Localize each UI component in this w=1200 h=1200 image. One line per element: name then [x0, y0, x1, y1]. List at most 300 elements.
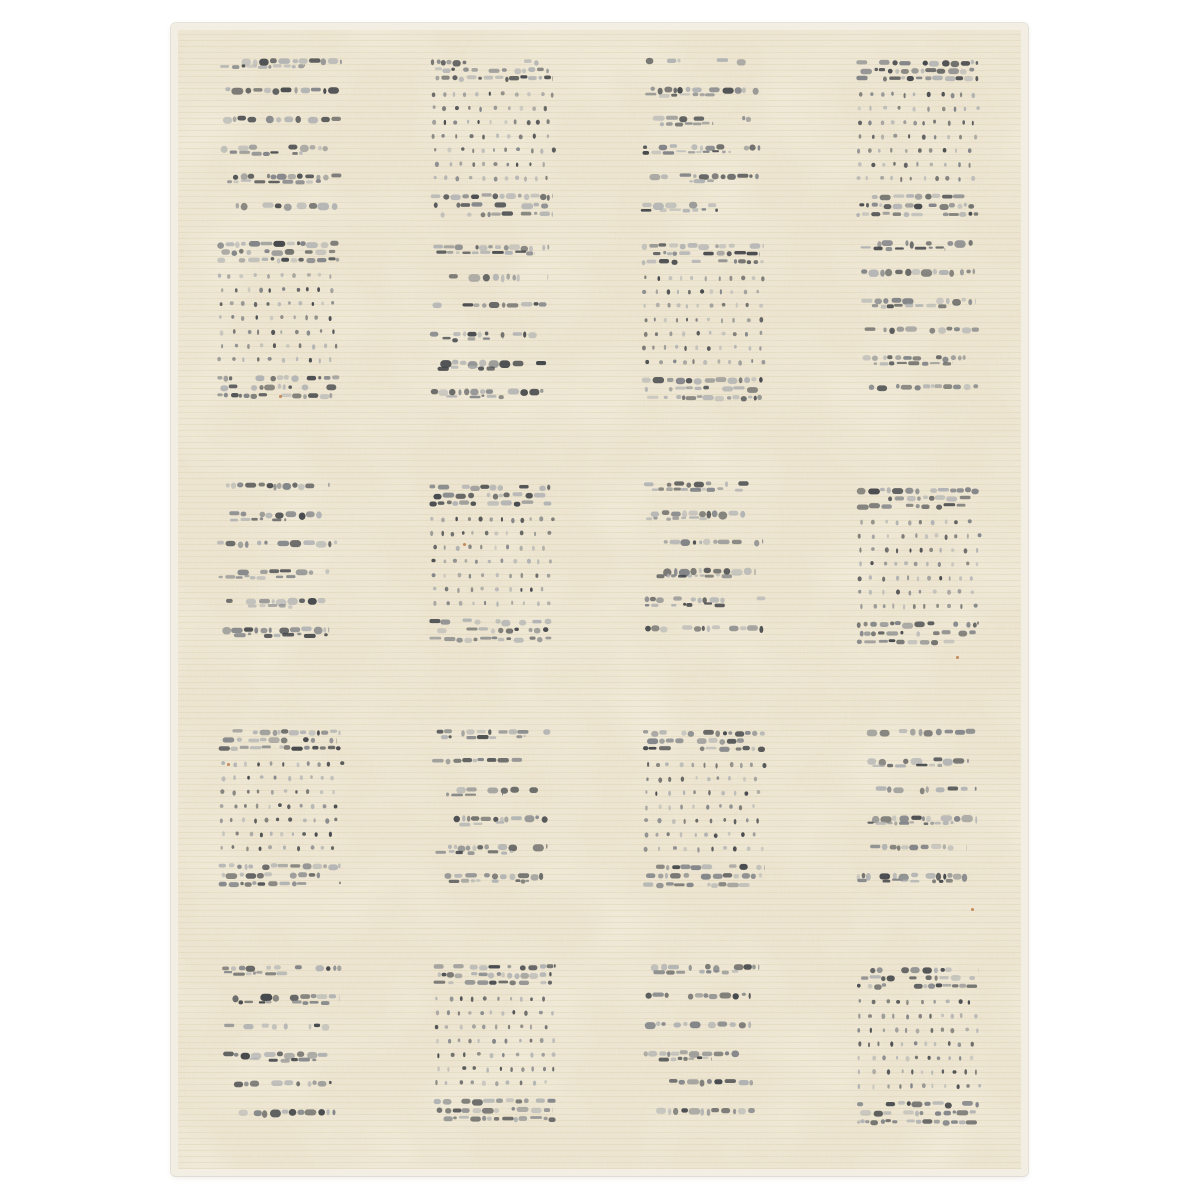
rug-stitch	[646, 777, 649, 781]
rug-stitch	[933, 120, 936, 124]
rug-stitch	[886, 1102, 895, 1106]
rug-stitch	[489, 485, 496, 491]
rug-stitch	[494, 532, 498, 536]
rug-stitch	[976, 548, 978, 553]
rug-stitch	[683, 209, 691, 213]
rug-stitch	[687, 1079, 699, 1084]
rug-stitch	[951, 61, 960, 67]
rug-stitch	[944, 503, 956, 506]
rug-stitch	[744, 964, 752, 970]
rug-stitch	[645, 790, 647, 794]
rug-stitch	[502, 211, 514, 215]
rug-stitch	[526, 880, 530, 882]
rug-stitch	[431, 559, 435, 563]
rug-stitch	[712, 173, 719, 179]
rug-stitch	[548, 981, 552, 985]
rug-stitch	[875, 68, 879, 71]
rug-stitch	[248, 174, 254, 179]
rug-stitch	[711, 847, 713, 852]
rug-stitch	[883, 355, 887, 360]
rug-stitch	[938, 304, 946, 308]
rug-stitch	[241, 316, 244, 321]
rug-stitch	[221, 288, 223, 292]
rug-stitch	[728, 151, 731, 153]
rug-stitch	[943, 759, 953, 766]
rug-stitch	[512, 758, 522, 762]
rug-stitch	[303, 737, 309, 742]
rug-stitch	[523, 735, 526, 737]
rug-stitch	[474, 303, 480, 307]
rug-stitch	[870, 1028, 872, 1033]
rug-stitch	[281, 738, 288, 744]
rug-stitch	[443, 92, 446, 97]
rug-stitch	[260, 833, 263, 838]
rug-stitch	[247, 790, 250, 794]
rug-stitch	[689, 202, 697, 209]
rug-stitch	[857, 879, 867, 882]
rug-stitch	[911, 873, 918, 878]
rug-stitch	[645, 93, 656, 96]
rug-stitch	[658, 874, 664, 879]
rug-stitch	[703, 386, 709, 390]
rug-stitch	[234, 1053, 238, 1057]
rug-stitch	[449, 850, 455, 853]
rug-stitch	[453, 559, 457, 563]
rug-stitch	[240, 873, 244, 877]
rug-stitch	[308, 598, 317, 605]
rug-stitch	[737, 738, 744, 743]
rug-stitch	[935, 176, 939, 181]
rug-stitch	[540, 981, 546, 984]
rug-stitch	[867, 758, 876, 765]
rug-stitch	[642, 346, 646, 351]
rug-stitch	[315, 250, 326, 256]
rug-stitch	[939, 204, 948, 210]
rug-stitch	[429, 502, 436, 507]
rug-stitch	[441, 134, 444, 138]
rug-stitch	[749, 145, 755, 151]
rug-stitch	[246, 65, 257, 68]
rug-stitch	[220, 385, 228, 391]
rug-stitch	[515, 879, 520, 882]
rug-stitch	[462, 1066, 466, 1070]
rug-stitch	[977, 621, 979, 624]
rug-stitch	[309, 1024, 312, 1030]
rug-stitch	[315, 832, 318, 836]
rug-stitch	[917, 497, 921, 501]
rug-stitch	[453, 332, 461, 336]
rug-stitch	[229, 376, 232, 380]
rug-stitch	[967, 759, 969, 763]
rug-stitch	[931, 844, 942, 849]
rug-stitch	[288, 145, 297, 150]
rug-stitch	[933, 1000, 936, 1004]
rug-stitch	[462, 194, 469, 198]
rug-stitch	[929, 61, 939, 67]
rug-stitch	[909, 821, 914, 823]
rug-stitch	[954, 534, 957, 538]
rug-stitch	[909, 976, 916, 979]
rug-stitch	[695, 833, 697, 837]
rug-stitch	[467, 120, 469, 124]
rug-stitch	[533, 1081, 536, 1086]
rug-stitch	[668, 303, 671, 308]
rug-stitch	[712, 510, 718, 517]
rug-stitch	[534, 493, 546, 498]
rug-stitch	[971, 489, 978, 495]
rug-stitch	[672, 517, 679, 520]
rug-stitch	[229, 511, 239, 515]
rug-stitch	[521, 879, 526, 883]
rug-stitch	[282, 762, 284, 767]
rug-stitch	[293, 59, 299, 63]
rug-stitch	[674, 481, 684, 485]
rug-stitch	[260, 517, 264, 520]
rug-stitch	[759, 873, 762, 878]
rug-stitch	[758, 145, 761, 151]
rug-stitch	[477, 120, 479, 124]
rug-stitch	[658, 487, 664, 490]
rug-stitch	[506, 274, 510, 280]
rug-stitch	[958, 177, 960, 182]
rug-stitch	[701, 864, 712, 869]
rug-stitch	[292, 832, 294, 836]
rug-stitch	[497, 972, 501, 976]
rug-stitch	[461, 730, 465, 736]
rug-stitch	[684, 346, 687, 351]
rug-stitch	[899, 822, 909, 825]
rug-stitch	[958, 356, 962, 361]
rug-stitch	[430, 531, 433, 536]
rug-stitch	[254, 180, 265, 183]
rug-stitch	[976, 562, 979, 566]
rug-stitch	[457, 588, 460, 593]
rug-stitch	[895, 247, 904, 249]
rug-stitch	[969, 212, 973, 216]
rug-stitch	[502, 302, 506, 307]
rug-stitch	[689, 516, 699, 518]
rug-stitch	[527, 120, 531, 125]
rug-stitch	[951, 355, 956, 360]
rug-stitch	[501, 275, 505, 283]
rug-stitch	[880, 362, 889, 365]
rug-stitch	[976, 1028, 978, 1033]
rug-stitch	[882, 577, 885, 582]
rug-stitch	[531, 194, 540, 198]
rug-stitch	[978, 1084, 981, 1088]
rug-stitch	[700, 575, 705, 577]
rug-stitch	[941, 815, 953, 821]
rug-stitch	[734, 259, 737, 263]
rug-stitch	[453, 121, 457, 125]
rug-stitch	[297, 1110, 304, 1115]
rug-stitch	[672, 260, 678, 265]
rug-stitch	[869, 590, 873, 595]
rug-stitch	[249, 145, 257, 150]
rug-stitch	[715, 209, 718, 212]
rug-stitch	[659, 94, 670, 98]
rug-stitch	[703, 151, 710, 153]
rug-stitch	[741, 396, 747, 401]
rug-stitch	[652, 489, 659, 491]
rug-stitch	[478, 627, 488, 630]
rug-stitch	[304, 746, 310, 750]
rug-stitch	[479, 973, 488, 977]
rug-stitch	[734, 251, 746, 254]
rug-stitch	[340, 60, 342, 65]
rug-stitch	[244, 394, 250, 398]
rug-stitch	[280, 315, 283, 319]
rug-stitch	[905, 488, 913, 494]
rug-stitch	[964, 203, 967, 207]
rug-stitch	[312, 1059, 316, 1061]
rug-stitch	[683, 360, 687, 365]
rug-stitch	[513, 361, 524, 367]
rug-stitch	[966, 622, 970, 628]
rug-stitch	[241, 203, 248, 211]
rug-stitch	[882, 163, 885, 167]
rug-stitch	[706, 482, 712, 486]
rug-stitch	[887, 1084, 890, 1088]
rug-stitch	[231, 315, 234, 319]
rug-stitch	[936, 729, 942, 736]
rug-stitch	[486, 389, 493, 394]
rug-stitch	[667, 59, 676, 63]
rug-stitch	[230, 151, 237, 154]
rug-stitch	[501, 852, 507, 855]
rug-stitch	[674, 1023, 682, 1028]
rug-stitch	[671, 574, 676, 577]
rug-stitch	[745, 731, 751, 735]
rug-stitch	[241, 1053, 250, 1060]
rug-stitch	[320, 790, 324, 794]
rug-stitch	[533, 844, 544, 851]
rug-stitch	[876, 822, 887, 825]
rug-stitch	[887, 786, 892, 792]
rug-stitch	[487, 395, 497, 398]
rug-stitch	[747, 387, 758, 393]
rug-stitch	[922, 1083, 926, 1088]
rug-stitch	[516, 735, 522, 738]
rug-stitch	[540, 194, 547, 200]
rug-stitch	[706, 747, 717, 750]
rug-stitch	[488, 560, 492, 564]
rug-stitch	[734, 964, 744, 970]
rug-stitch	[299, 58, 308, 63]
rug-stitch	[651, 625, 659, 631]
rug-stitch	[926, 816, 931, 822]
rug-stitch	[914, 562, 918, 566]
rug-stitch	[264, 88, 271, 93]
rug-stitch	[471, 531, 473, 535]
rug-stitch	[944, 248, 945, 251]
rug-stitch	[232, 729, 242, 732]
rug-stitch	[232, 995, 238, 1002]
rug-stitch	[540, 964, 547, 968]
rug-stitch	[462, 531, 465, 535]
rug-stitch	[323, 804, 327, 808]
rug-stitch	[435, 1080, 437, 1085]
rug-stitch	[283, 384, 286, 390]
rug-stitch	[868, 148, 872, 153]
rug-stitch	[281, 88, 292, 93]
rug-stitch	[475, 245, 478, 249]
rug-stitch	[965, 1028, 969, 1032]
rug-stitch	[659, 804, 662, 809]
rug-stitch	[326, 384, 336, 390]
rug-stitch	[928, 984, 935, 989]
rug-stitch	[924, 730, 933, 736]
rug-stitch	[530, 1052, 533, 1057]
rug-stitch	[738, 259, 746, 263]
rug-stitch	[672, 865, 680, 869]
rug-stitch	[331, 301, 334, 305]
rug-stitch	[444, 637, 455, 641]
rug-stitch	[536, 361, 546, 365]
rug-stitch	[645, 805, 648, 810]
rug-stitch	[673, 846, 677, 850]
rug-stitch	[962, 327, 971, 333]
rug-stitch	[465, 873, 477, 877]
rug-stitch	[298, 872, 307, 877]
rug-stitch	[510, 1067, 513, 1072]
rug-stitch	[320, 329, 323, 333]
rug-stitch	[924, 176, 927, 181]
rug-stitch	[647, 396, 659, 399]
rug-stitch	[647, 738, 658, 744]
rug-stitch	[953, 758, 964, 763]
rug-stitch	[896, 640, 905, 645]
rug-stitch	[537, 559, 539, 564]
rug-stitch	[671, 94, 677, 97]
rug-stitch	[516, 1053, 520, 1057]
rug-stitch	[964, 384, 971, 390]
rug-stitch	[858, 1069, 860, 1074]
rug-stitch	[506, 1080, 510, 1084]
rug-stitch	[669, 387, 673, 392]
rug-stitch	[922, 816, 925, 821]
rug-stitch	[764, 865, 765, 871]
rug-stitch	[905, 304, 913, 308]
rug-stitch	[688, 994, 693, 1000]
rug-stitch	[903, 880, 909, 882]
rug-stitch	[645, 318, 648, 322]
rug-stitch	[304, 634, 316, 638]
rug-stitch	[522, 69, 526, 74]
rug-stitch	[752, 965, 756, 970]
rug-stitch	[540, 1038, 544, 1043]
rug-stitch	[713, 874, 723, 879]
rug-stitch	[692, 208, 698, 212]
rug-stitch	[749, 993, 751, 999]
rug-stitch	[540, 389, 543, 393]
rug-stitch	[244, 804, 247, 808]
rug-stitch	[707, 1079, 712, 1084]
rug-stitch	[643, 746, 648, 750]
rug-stitch	[335, 344, 337, 349]
rug-stitch	[267, 483, 274, 488]
rug-stitch	[922, 967, 932, 973]
rug-stitch	[697, 331, 701, 336]
rug-stitch	[762, 360, 766, 364]
rug-stitch	[277, 1052, 283, 1057]
rug-stitch	[892, 488, 903, 494]
rug-stitch	[722, 151, 726, 154]
rug-stitch	[321, 776, 324, 780]
rug-stitch	[524, 176, 527, 181]
rug-stitch	[437, 59, 441, 64]
rug-stitch	[492, 880, 499, 883]
rug-stitch	[885, 547, 889, 552]
rug-stitch	[970, 1056, 974, 1061]
rug-stitch	[522, 500, 534, 504]
rug-stitch	[453, 759, 461, 763]
rug-stitch	[220, 819, 223, 824]
rug-stitch	[666, 487, 673, 491]
rug-stitch	[511, 518, 514, 523]
rug-stitch	[740, 763, 743, 769]
rug-stitch	[718, 512, 727, 520]
rug-stitch	[233, 973, 245, 976]
rug-stitch	[682, 625, 693, 629]
rug-stitch	[295, 116, 301, 123]
rug-stitch	[746, 117, 751, 122]
rug-stitch	[471, 879, 475, 882]
rug-stitch	[434, 981, 446, 984]
rug-stitch	[300, 731, 306, 735]
rug-stitch	[691, 763, 694, 768]
rug-stitch	[648, 1051, 657, 1057]
rug-stitch	[923, 984, 927, 988]
rug-stitch	[491, 629, 495, 634]
rug-stitch	[941, 1028, 944, 1032]
rug-stitch	[280, 569, 291, 572]
rug-stitch	[715, 377, 726, 382]
rug-stitch	[673, 596, 682, 600]
rug-stitch	[292, 881, 297, 886]
rug-stitch	[245, 483, 256, 488]
rug-stitch	[880, 622, 889, 627]
rug-stitch	[931, 640, 938, 645]
rug-stitch	[669, 243, 678, 247]
rug-stitch	[899, 1084, 901, 1089]
rug-stitch	[284, 518, 286, 521]
rug-stitch	[948, 1056, 951, 1060]
rug-stitch	[949, 203, 955, 208]
rug-stitch	[246, 599, 256, 605]
rug-stitch	[221, 846, 223, 850]
rug-stitch	[874, 604, 878, 609]
rug-stitch	[893, 162, 896, 166]
rug-stitch	[860, 1110, 871, 1116]
rug-stitch	[449, 274, 458, 278]
rug-stitch	[316, 179, 321, 183]
rug-stitch	[254, 627, 258, 633]
rug-stitch	[444, 729, 452, 733]
rug-stitch	[250, 832, 254, 837]
rug-stitch	[910, 548, 912, 552]
rug-stitch	[642, 378, 651, 383]
rug-stitch	[259, 385, 263, 390]
rug-stitch	[250, 576, 256, 579]
rug-stitch	[659, 259, 669, 263]
rug-stitch	[906, 504, 914, 507]
rug-stitch	[937, 1056, 941, 1060]
rug-stitch	[434, 202, 438, 208]
rug-stitch	[747, 318, 751, 322]
rug-stitch	[659, 730, 667, 735]
rug-stitch	[520, 546, 523, 551]
